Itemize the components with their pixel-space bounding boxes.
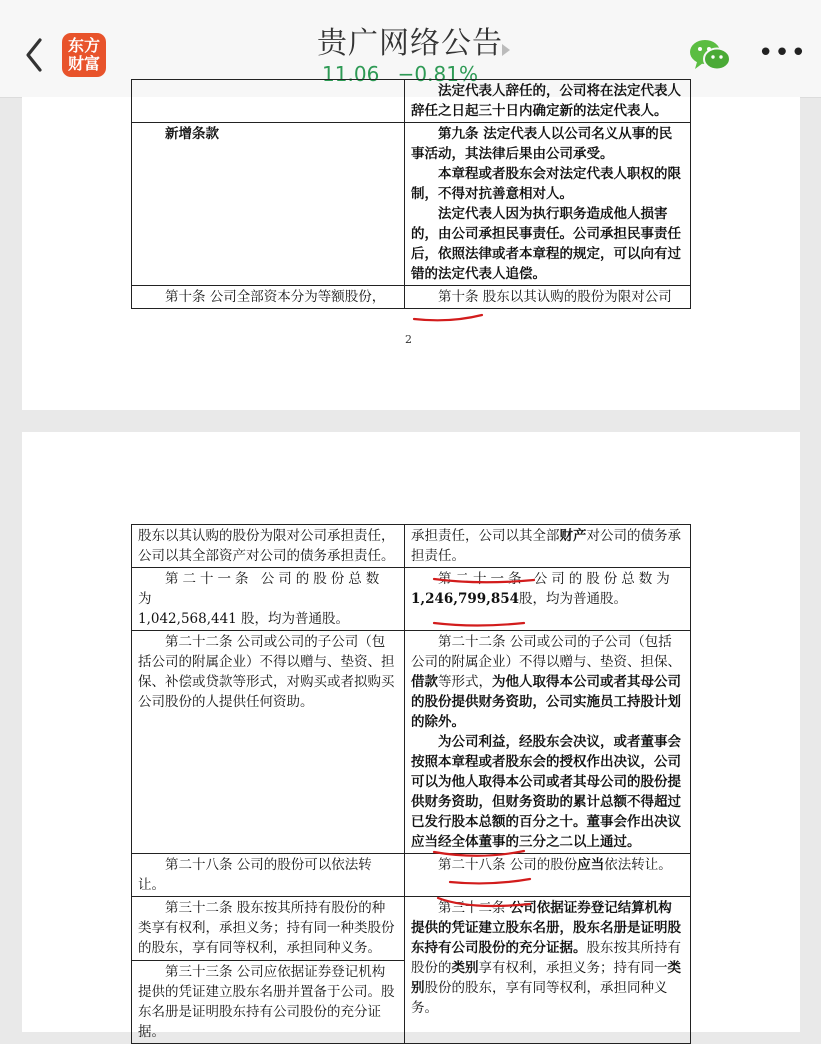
wechat-share-icon[interactable]	[688, 38, 732, 72]
more-options-icon[interactable]: •••	[758, 38, 808, 68]
text-span: 享有权利，承担义务；持有同一	[478, 960, 668, 976]
cell-text: 本章程或者股东会对法定代表人职权的限制，不得对抗善意相对人。	[411, 166, 681, 202]
cell-text	[411, 526, 684, 566]
text-span: 第二十二条 公司或公司的子公司（包括公司的附属企业）不得以赠与、垫资、担保、	[411, 634, 681, 670]
table-cell	[405, 123, 691, 286]
table-cell	[132, 631, 405, 854]
page-number: 2	[405, 333, 412, 346]
table-row	[132, 897, 691, 1044]
cell-text: 第二十一条 公司的股份总数为	[438, 571, 674, 587]
stock-price: 11.06	[322, 62, 380, 86]
text-span: 股东按其所持有股份的	[411, 940, 681, 976]
text-span: 应当	[577, 857, 605, 873]
text-span: 类别	[451, 960, 479, 976]
logo-line2: 财富	[67, 54, 100, 73]
text-span: 借款	[411, 674, 438, 690]
table-row	[132, 525, 691, 568]
text-span: 公司依据证券登记结算机构提供的凭证建立股东名册，股东名册是证明股东持有公司股份的充分证据。	[411, 900, 681, 956]
cell-text: 第十条 公司全部资本分为等额股份，	[165, 289, 386, 305]
table-cell	[405, 525, 691, 568]
text-span: 股，均为普通股。	[519, 591, 628, 607]
app-logo	[62, 33, 106, 77]
comparison-table	[131, 79, 691, 309]
cell-text	[411, 898, 684, 1018]
table-row	[132, 854, 691, 897]
cell-text: 第三十三条 公司应依据证券登记机构提供的凭证建立股东名册并置备于公司。股东名册是证明股东持有公司股份的充分证据。	[138, 964, 395, 1040]
text-span: 依法转让。	[604, 857, 672, 873]
text-span: 类别	[411, 960, 681, 996]
document-page-2	[22, 432, 800, 1040]
red-underline-annotation	[410, 311, 490, 325]
cell-text: 第二十二条 公司或公司的子公司（包括公司的附属企业）不得以赠与、垫资、担保、补偿或贷款等形式，对购买或者拟购买公司股份的人提供任何资助。	[138, 634, 395, 710]
table-cell	[405, 80, 691, 123]
table-row	[132, 123, 691, 286]
cell-text: 1,042,568,441 股，均为普通股。	[138, 611, 350, 627]
expand-arrow-icon[interactable]	[502, 44, 510, 56]
table-cell	[405, 897, 691, 1044]
document-page-1	[22, 83, 800, 410]
cell-text	[411, 632, 684, 732]
cell-text: 股东以其认购的股份为限对公司承担责任，公司以其全部资产对公司的债务承担责任。	[138, 528, 395, 564]
text-span: 1,246,799,854	[411, 591, 520, 607]
page-title: 贵广网络公告	[317, 26, 503, 61]
text-span: 承担责任，公司以其全部	[411, 528, 560, 544]
table-cell	[132, 286, 405, 309]
table-row	[132, 568, 691, 631]
cell-text: 第二十一条 公司的股份总数为	[138, 571, 384, 607]
text-span: 股份的股东，享有同等权利，承担同种义务。	[411, 980, 668, 1016]
text-span: 等形式，	[438, 674, 492, 690]
cell-text: 法定代表人因为执行职务造成他人损害的，由公司承担民事责任。公司承担民事责任后，依照法律或者本章程的规定，可以向有过错的法定代表人追偿。	[411, 206, 681, 282]
text-span: 第二十八条 公司的股份	[438, 857, 578, 873]
table-cell	[132, 568, 405, 631]
text-span: 为他人取得本公司或者其母公司的股份提供财务资助，公司实施员工持股计划的除外。	[411, 674, 681, 730]
table-cell	[132, 854, 405, 897]
cell-text: 法定代表人辞任的，公司将在法定代表人辞任之日起三十日内确定新的法定代表人。	[411, 83, 681, 119]
text-span: 第三十二条	[438, 900, 510, 916]
cell-text: 为公司利益，经股东会决议，或者董事会按照本章程或者股东会的授权作出决议，公司可以为他人取得本公司或者其母公司的股份提供财务资助，但财务资助的累计总额不得超过已发行股本总额的百分之十。董事会作出决议应当经全体董事的三分之二以上通过。	[411, 734, 681, 850]
cell-text: 第三十二条 股东按其所持有股份的种类享有权利，承担义务；持有同一种类股份的股东，享有同等权利，承担同种义务。	[138, 900, 395, 956]
table-row	[132, 631, 691, 854]
cell-text: 第二十八条 公司的股份可以依法转让。	[138, 857, 372, 893]
cell-text	[411, 589, 684, 609]
table-cell	[132, 80, 405, 123]
text-span: 对公司的债务承担责任。	[411, 528, 681, 564]
table-row	[132, 80, 691, 123]
text-span: 财产	[559, 528, 587, 544]
cell-text: 第十条 股东以其认购的股份为限对公司	[438, 289, 672, 305]
cell-text: 第九条 法定代表人以公司名义从事的民事活动，其法律后果由公司承受。	[411, 126, 673, 162]
table-cell	[405, 286, 691, 309]
cell-text: 新增条款	[165, 126, 219, 142]
table-cell	[132, 525, 405, 568]
table-cell	[405, 631, 691, 854]
back-icon[interactable]	[18, 30, 58, 80]
table-cell	[405, 854, 691, 897]
table-cell	[405, 568, 691, 631]
table-cell	[132, 897, 405, 1044]
table-row	[132, 286, 691, 309]
table-cell	[132, 123, 405, 286]
comparison-table	[131, 524, 691, 1044]
stock-change: −0.81%	[397, 62, 478, 86]
logo-line1: 东方	[67, 36, 100, 55]
cell-text	[411, 855, 684, 875]
